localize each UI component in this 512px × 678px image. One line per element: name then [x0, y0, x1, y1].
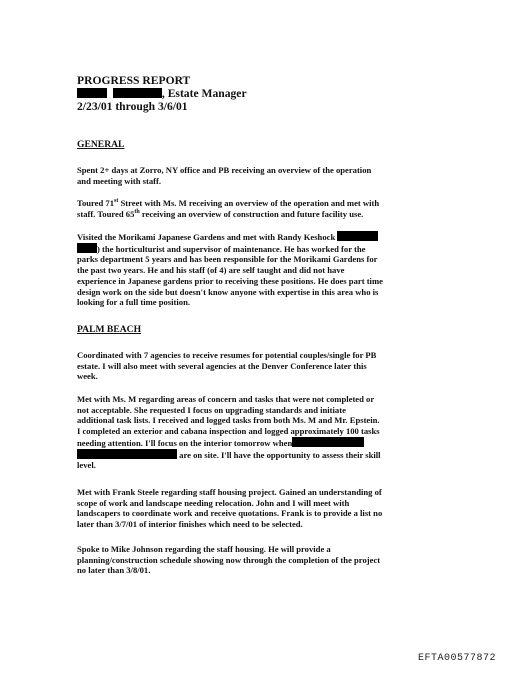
palm-beach-paragraph-1: Coordinated with 7 agencies to receive resumes for potential couples/single for PB estate. I will also meet with several agencies at the Denver Conference later this week. [77, 350, 377, 382]
redaction-box [113, 88, 162, 98]
report-header [77, 74, 247, 113]
section-heading-general: GENERAL [77, 139, 125, 150]
section-heading-palm-beach: PALM BEACH [77, 324, 142, 335]
document-id: EFTA00577872 [417, 653, 496, 664]
redaction-box [77, 243, 97, 253]
report-title: PROGRESS REPORT [77, 74, 191, 87]
general-paragraph-1: Spent 2+ days at Zorro, NY office and PB receiving an overview of the operation and meeting with staff. [77, 165, 372, 186]
general-paragraph-2: Toured 71st Street with Ms. M receiving an overview of the operation and met with staff. Toured 65th receiving an overview of construction and future facility use. [77, 198, 380, 219]
role-label: , Estate Manager [161, 87, 247, 100]
general-paragraph-3: Visited the Morikami Japanese Gardens and met with Randy Keshock ) the horticulturist and supervisor of maintenance. He has worked for the parks department 5 years and has been responsible for the Morikami Gardens for the past two years. He and his staff (of 4) are self taught and did not have experience in Japanese gardens prior to receiving these positions. He does part time design work on the side but doesn't know anyone with expertise in this area who is looking for a full time position. [77, 232, 383, 308]
palm-beach-paragraph-3: Met with Frank Steele regarding staff housing project. Gained an understanding of scope of work and landscape needing relocation. John and I will meet with landscapers to coordinate work and receive quotations. Frank is to provide a list no later than 3/7/01 of interior finishes which need to be selected. [77, 487, 383, 530]
palm-beach-paragraph-2: Met with Ms. M regarding areas of concern and tasks that were not completed or not acceptable. She requested I focus on upgrading standards and initiate additional task lists. I received and logged tasks from both Ms. M and Mr. Epstein. I completed an exterior and cabana inspection and logged approximately 100 tasks needing attention. I'll focus on the interior tomorrow when are on site. I'll have the opportunity to assess their skill level. [77, 394, 381, 471]
palm-beach-paragraph-4: Spoke to Mike Johnson regarding the staff housing. He will provide a planning/construction schedule showing now through the completion of the project no later than 3/8/01. [77, 544, 381, 576]
redaction-box [337, 231, 378, 241]
redaction-box [77, 449, 177, 459]
report-period: 2/23/01 through 3/6/01 [77, 100, 188, 113]
redaction-box [77, 88, 107, 98]
report-role-line [77, 87, 247, 100]
redaction-box [292, 437, 364, 447]
